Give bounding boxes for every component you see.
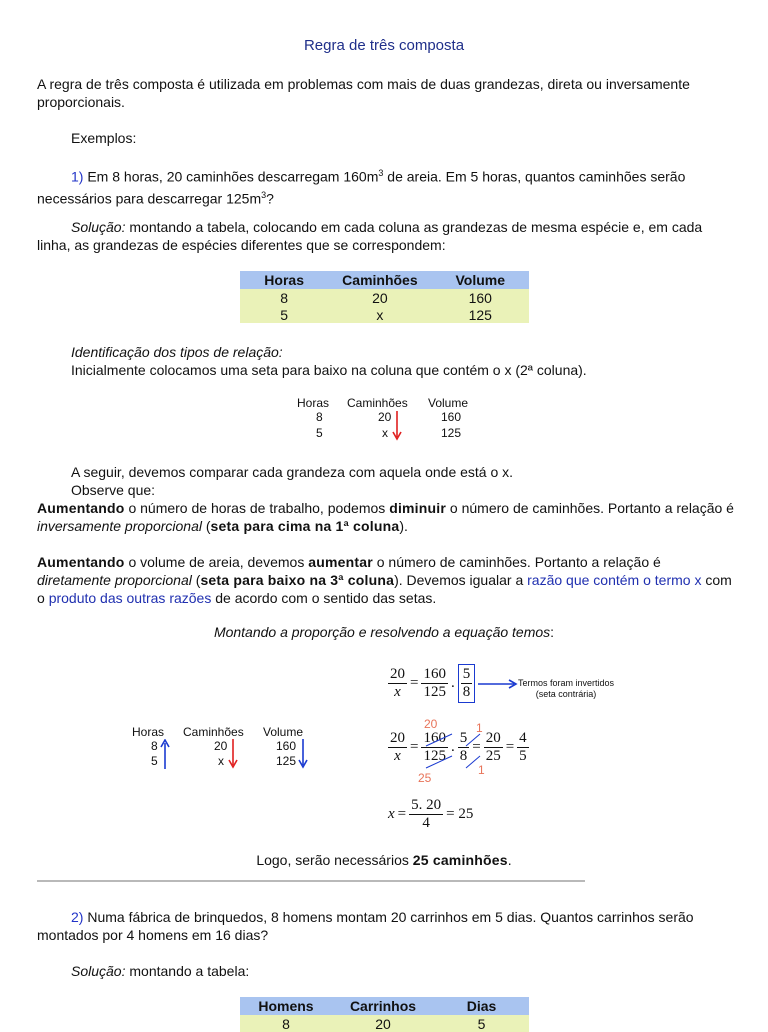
inverted-fraction-box: $\frac{5}{8}$: [458, 664, 476, 703]
example2-number: 2): [71, 909, 84, 925]
compare-block: A seguir, devemos comparar cada grandeza com aquela onde está o x. Observe que:: [71, 464, 514, 498]
observation-2: Aumentando o volume de areia, devemos aumentar o número de caminhões. Portanto a relação é diretamente proporcional (seta para baixo na 3ª coluna). Devemos igualar a razão que contém o termo x com o produto das outras razões de acordo com o sentido das setas.: [37, 554, 732, 606]
col-header: Volume: [432, 271, 529, 289]
col-header: Horas: [240, 271, 328, 289]
inverted-note: Termos foram invertidos (seta contrária): [518, 678, 615, 699]
col-header: Homens: [240, 997, 332, 1015]
example1-question: 1) Em 8 horas, 20 caminhões descarregam $160m^3$ de areia. Em 5 horas, quantos caminhões serão necessários para descarregar $125m^3$?: [37, 168, 686, 207]
example1-number: 1): [71, 168, 84, 185]
observation-1: Aumentando o número de horas de trabalho, podemos diminuir o número de caminhões. Portanto a relação é inversamente proporcional (seta para cima na 1ª coluna).: [37, 500, 734, 534]
table-example1: [240, 271, 529, 323]
arrow-right-blue-icon: [478, 679, 518, 689]
col-header: Dias: [434, 997, 529, 1015]
conclusion: Logo, serão necessários 25 caminhões.: [256, 852, 512, 868]
equation-2: 20 1 $\frac{20}{x}$ = $\frac{160}{125}$ . $\frac{5}{8}$ = $\frac{20}{25}$ = $\frac{4}{5}$ 25 1: [390, 717, 527, 785]
identification-block: Identificação dos tipos de relação: Inicialmente colocamos uma seta para baixo na coluna que contém o x (2ª coluna).: [71, 344, 587, 378]
link-produto: produto das outras razões: [48, 590, 212, 606]
solution-label: Solução:: [71, 219, 126, 235]
section-divider: [37, 880, 585, 882]
examples-label: Exemplos:: [71, 130, 137, 146]
col-header: Caminhões: [328, 271, 431, 289]
table-row: 8 20 160: [240, 289, 529, 306]
example1-solution: Solução: montando a tabela, colocando em cada coluna as grandezas de mesma espécie e, em cada linha, as grandezas de espécies diferentes que se correspondem:: [37, 219, 703, 253]
link-razao: razão que contém o termo x: [527, 572, 702, 588]
equation-3: x = $\frac{5. 20}{4}$ = 25: [388, 797, 474, 831]
proportion-label: Montando a proporção e resolvendo a equação temos:: [213, 624, 555, 640]
table-row: 5 x 125: [240, 306, 529, 323]
example2-question: 2) Numa fábrica de brinquedos, 8 homens montam 20 carrinhos em 5 dias. Quantos carrinhos serão montados por 4 homens em 16 dias?: [37, 909, 694, 943]
arrow-up-blue-icon: [160, 739, 170, 771]
arrow-down-blue-icon: [298, 739, 308, 771]
intro-paragraph: A regra de três composta é utilizada em problemas com mais de duas grandezas, direta ou inversamente proporcionais.: [37, 76, 690, 110]
col-header: Carrinhos: [332, 997, 434, 1015]
arrow-down-red-icon: [228, 739, 238, 771]
page-title: Regra de três composta: [303, 37, 465, 54]
example2-solution: Solução: montando a tabela:: [71, 963, 250, 979]
table-row: 8 20 5: [240, 1015, 529, 1032]
small-table-2: Horas Caminhões Volume 8 5 20 x 160 125: [130, 726, 330, 776]
arrow-down-red-icon: [392, 411, 402, 443]
table-example2: [240, 997, 529, 1032]
equation-1: $\frac{20}{x}$ = $\frac{160}{125}$ . $\frac{5}{8}$: [388, 664, 475, 703]
small-table-1: Horas Caminhões Volume 8 5 20 x 160 125: [290, 397, 490, 447]
